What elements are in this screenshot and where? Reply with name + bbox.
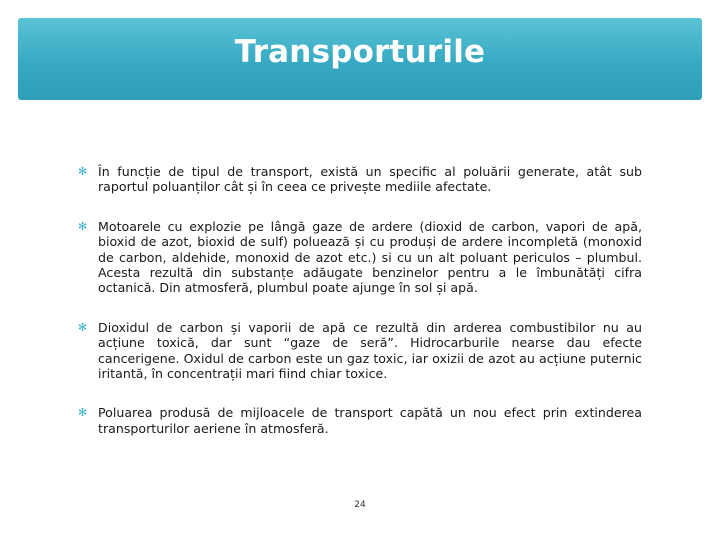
list-item (78, 164, 642, 195)
asterisk-bullet-icon: ✻ (78, 219, 88, 233)
bullet-text: Motoarele cu explozie pe lângă gaze de ardere (dioxid de carbon, vapori de apă, bioxid de azot, bioxid de sulf) poluează și cu produși de ardere incompletă (monoxid de carbon, aldehide, monoxid de azot etc.) si cu un alt poluant periculos – plumbul. Acesta rezultă din substanțe adăugate benzinelor pentru a le îmbunătăți cifra octanică. Din atmosferă, plumbul poate ajunge în sol și apă. (98, 218, 642, 296)
asterisk-bullet-icon: ✻ (78, 165, 88, 178)
asterisk-bullet-icon: ✻ (78, 320, 88, 334)
bullet-text: Dioxidul de carbon și vaporii de apă ce rezultă din arderea combustibilor nu au acțiune toxică, dar sunt “gaze de seră”. Hidrocarburile nearse dau efecte cancerigene. Oxidul de carbon este un gaz toxic, iar oxizii de azot au acțiune puternic iritantă, în concentrații mari fiind chiar toxice. (98, 319, 642, 382)
list-item (78, 219, 642, 296)
slide-title: Transporturile (234, 34, 486, 70)
title-band (18, 18, 702, 100)
bullet-text: În funcție de tipul de transport, există un specific al poluării generate, atât sub raportul poluanților cât și în ceea ce privește mediile afectate. (98, 164, 642, 195)
list-item (78, 405, 642, 436)
asterisk-bullet-icon: ✻ (78, 406, 88, 420)
bullet-list (78, 164, 642, 460)
page-number: 24 (354, 500, 366, 510)
list-item (78, 320, 642, 382)
bullet-text: Poluarea produsă de mijloacele de transport capătă un nou efect prin extinderea transporturilor aeriene în atmosferă. (98, 405, 642, 436)
